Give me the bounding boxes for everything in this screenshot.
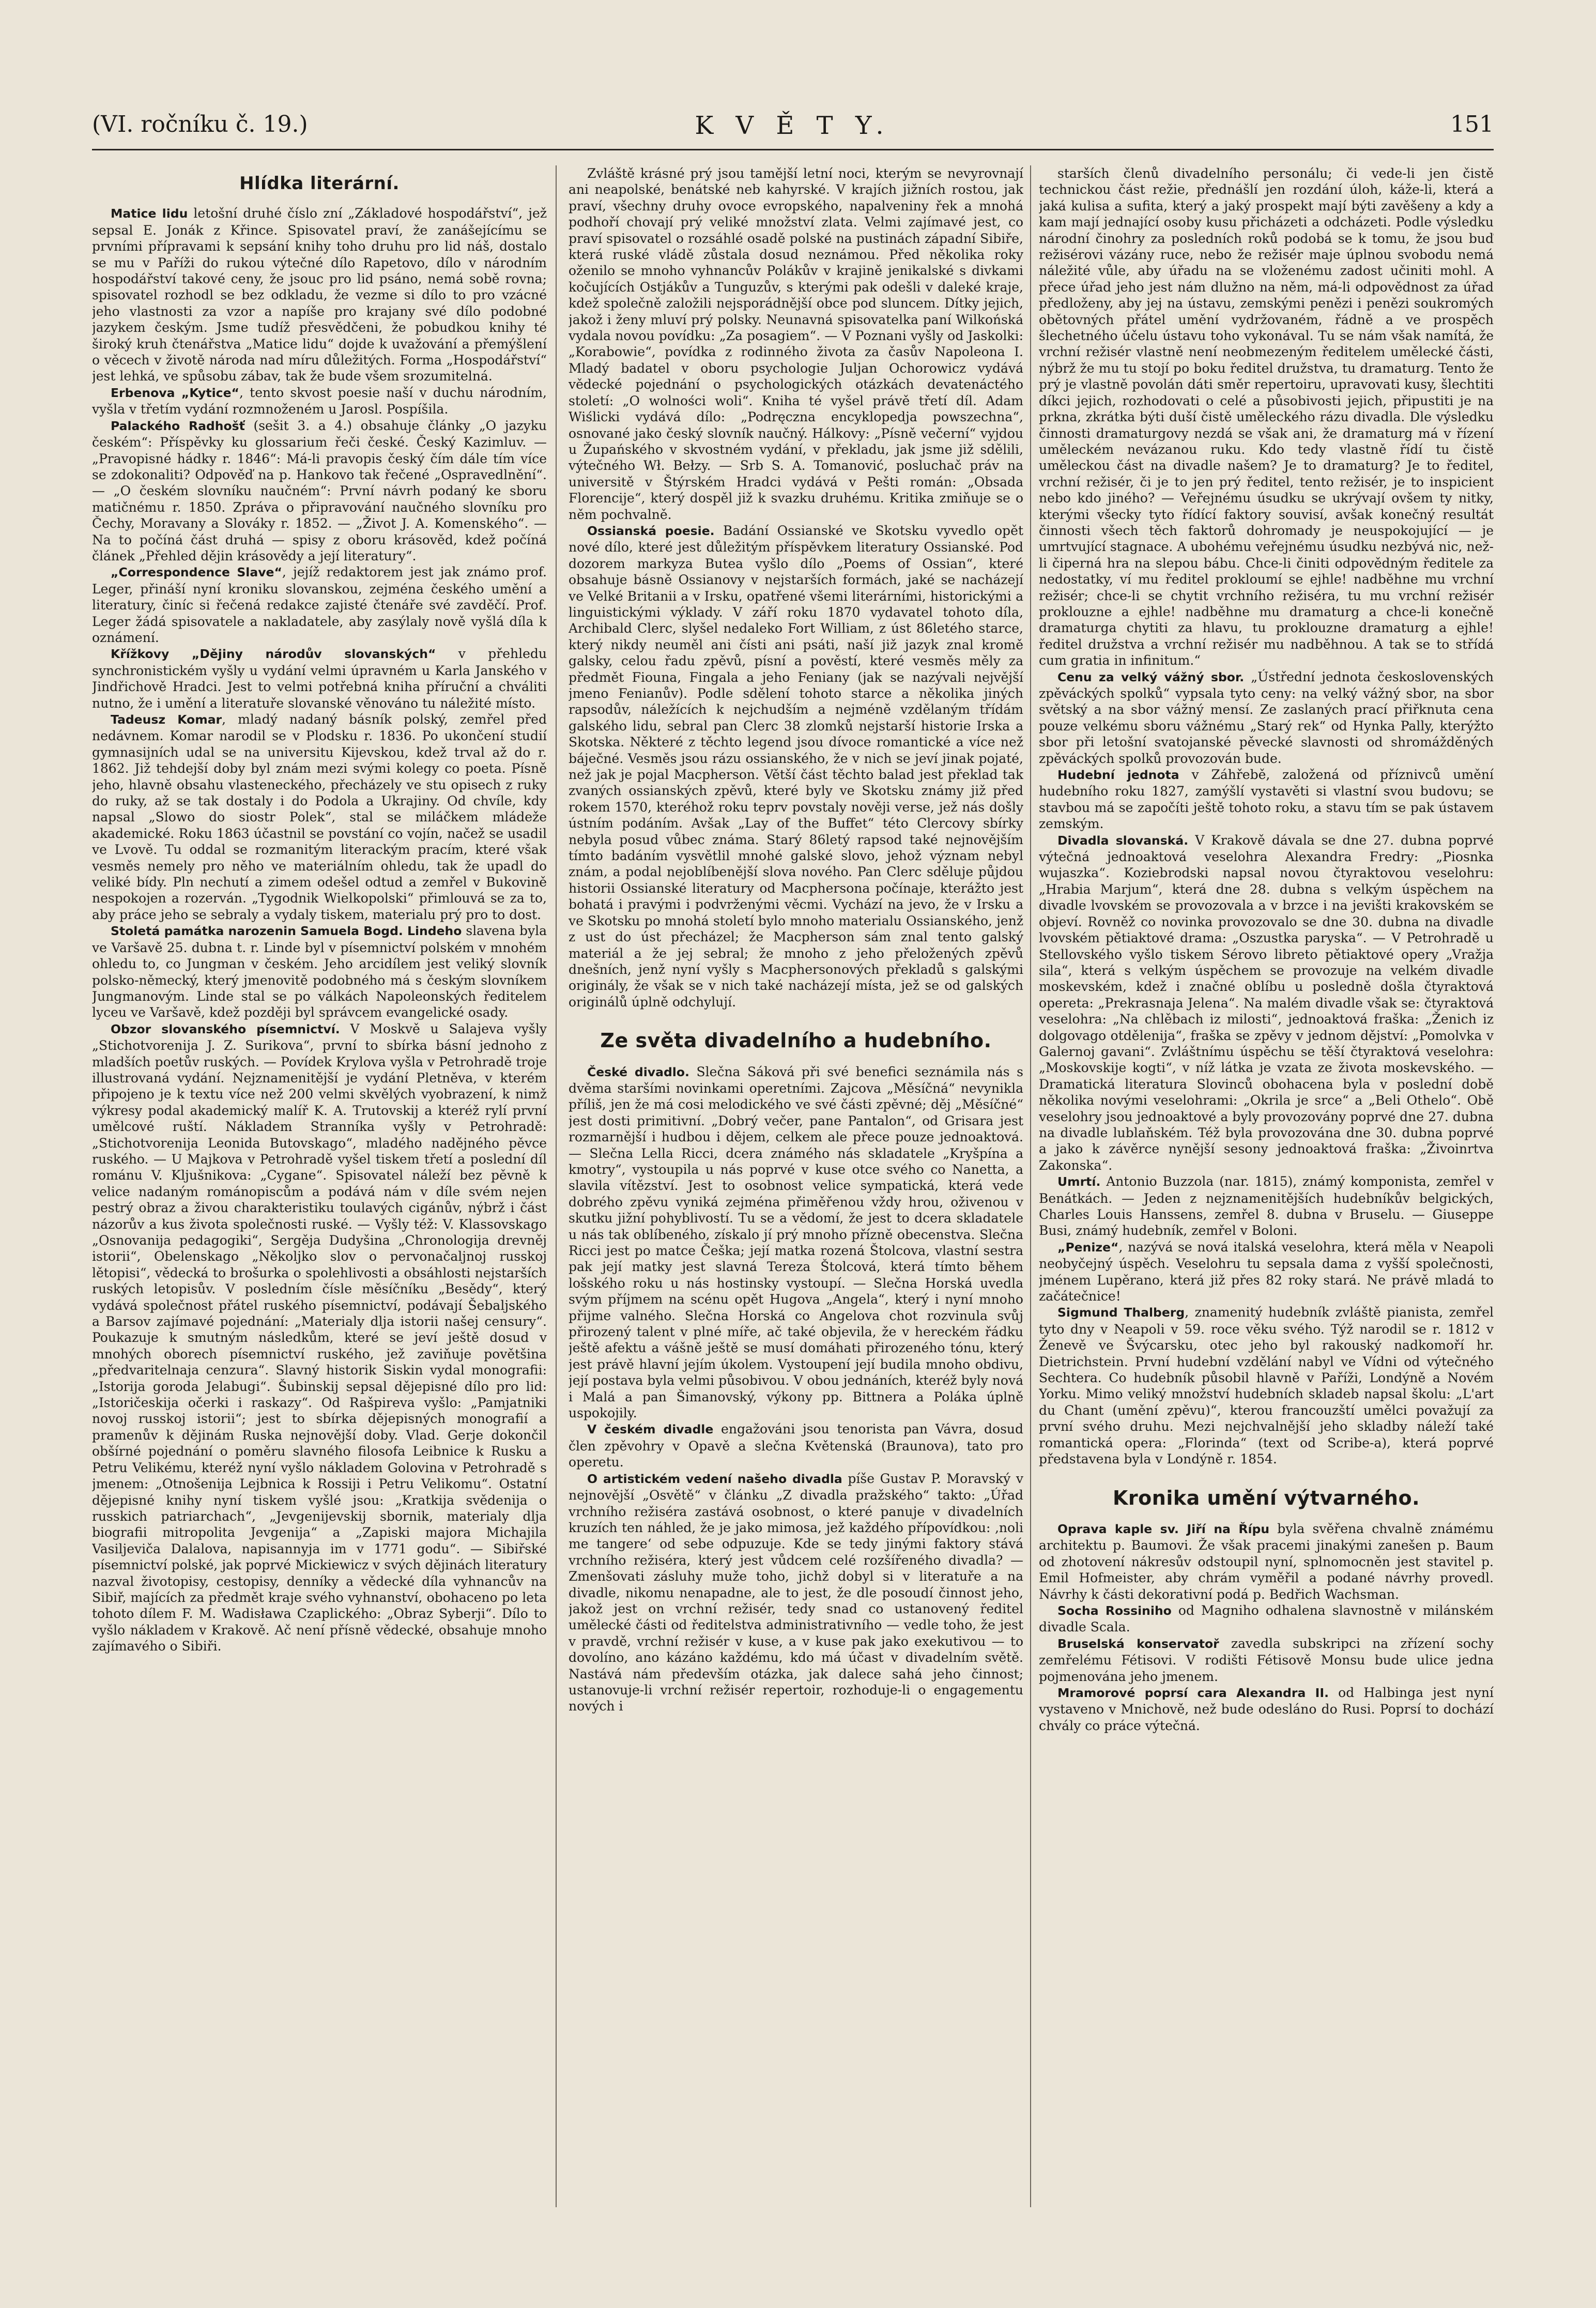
article-text: (sešit 3. a 4.) obsahuje články „O jazyku českém“: Příspěvky ku glossarium řeči české. Český Kazimluv. — „Pravopisné hádky r. 1846“: Má-li pravopis český čím dále tím více se zdokonaliti? Odpověď na p. Hankovo tak řečené „Ospravedlnění“. — „O českém slovníku naučném“: První návrh podaný ke sboru matičnému r. 1850. Zpráva o připravování naučného slovníku pro Čechy, Moravany a Slováky r. 1852. — „Život J. A. Komenského“. — Na to počíná část druhá — spisy z oboru krásověd, kdež počíná článek „Přehled dějin krásovědy a její literatury“. xyxy=(92,418,547,563)
article-lead: Cenu za velký vážný sbor. xyxy=(1057,669,1245,684)
article-text: od Halbinga jest nyní vystaveno v Mnichově, než bude odesláno do Rusi. Poprsí to dochází chvály co práce výtečná. xyxy=(1039,1685,1494,1733)
article-lead: České divadlo. xyxy=(587,1064,689,1079)
page-number: 151 xyxy=(1450,111,1494,137)
article-text: V Moskvě u Salajeva vyšly „Stichotvorenija J. Z. Surikova“, první to sbírka básní jednoho z mladších poetův ruských. — Povídek Krylova vyšla v Petrohradě troje illustrovaná vydání. Nejznamenitější je vydání Pletněva, v kterém připojeno je k textu více než 200 velmi skvělých vyobrazení, k nimž výkresy podal akademický malíř K. A. Trutovskij a kteréž rylí první umělcové ruští. Nákladem Stranníka vyšly v Petrohradě: „Stichotvorenija Leonida Butovskago“, mladého nadějného pěvce ruského. — U Majkova v Petrohradě vyšel tiskem třetí a poslední díl románu V. Kljušnikova: „Cygane“. Spisovatel náleží bez pěvně k velice nadaným románopiscům a podává nám v díle svém nejen pestrý obraz a živou charakteristiku toulavých cigánův, nýbrž i část názorův a kus života společnosti ruské. — Vyšly též: V. Klassovskago „Osnovanija pedagogiki“, Sergěja Dudyšina „Chronologija drevněj istorii“, Obelenskago „Několjko slov o pervonačaljnoj russkoj lětopisi“, vědecká to brošurka o spolehlivosti a obsáhlosti nejstarších ruských letopisův. V posledním čísle měsíčníku „Besědy“, který vydává společnost přátel ruského písemnictví, podávají Šebaljského a Barsov zajímavé pojednání: „Materialy dlja istorii našej censury“. Poukazuje k smutným následkům, které se jeví ještě dosud v mnohých oborech písemnictví ruského, jež zaviňuje povětšina „předvaritelnaja cenzura“. Slavný historik Siskin vydal monografii: „Istorija goroda Jelabugi“. Šubinskij sepsal dějepisné dílo pro lid: „Istoričeskija očerki i raskazy“. Od Rašpireva vyšlo: „Pamjatniki novoj russkoj istorii“; jest to sbírka dějepisných monografií a pramenův k dějinám Ruska nejnovější doby. Vlad. Gerje dokončil obšírné pojednání o poměru slavného filosofa Leibnice k Rusku a Petru Velikému, kteréž nyní vyšlo nákladem Golovina v Petrohradě s jmenem: „Otnošenija Lejbnica k Rossiji i Petru Velikomu“. Ostatní dějepisné knihy nyní tiskem vyšlé jsou: „Kratkija svědenija o russkich patriarchach“, „Jevgenijevskij sbornik, materialy dlja biografii mitropolita Jevgenija“ a „Zapiski majora Michajila Vasiljeviča Dalalova, napisannyja im v 1771 godu“. — Sibiřské písemnictví polské, jak poprvé Mickiewicz v svých dějinách literatury nazval životopisy, cestopisy, denníky a vědecké díla vyhnancův na Sibiř, majících za předmět kraje svého vyhnanství, obohaceno po leta tohoto dílem F. M. Wadisława Czaplického: „Obraz Syberji“. Dílo to vyšlo nákladem v Krakově. Ač není přísně vědecké, obsahuje mnoho zajímavého o Sibiři. xyxy=(92,1021,547,1654)
article-list xyxy=(569,1064,1023,1715)
column-divider xyxy=(556,165,557,2207)
column-3 xyxy=(1039,165,1494,2207)
article-paragraph xyxy=(1039,767,1494,832)
article-text: Zvláště krásné prý jsou tamější letní noci, kterým se nevyrovnají ani neapolské, benátské neb kahyrské. V krajích jižních rostou, jak praví, všechny druhy ovoce evropského, napalveniny řek a mnohá podhoří chovají prý veliké množství zlata. Velmi zajímavé jest, co praví spisovatel o rozsáhlé osadě polské na pustinách západní Sibiře, která ruské vládě zůstala dosud neznámou. Před několika roky oženilo se mnoho vyhnancův Polákův v krajině jenikalské s divkami kočujících Ostjákův a Tunguzův, s kterými pak odešli v daleké kraje, kdež společně založili nejsporádnější obce pod sluncem. Dítky jejich, jakož i ženy mluví prý polsky. Neunavná spisovatelka paní Wilkońská vydala novou povídku: „Za posagiem“. — V Poznani vyšly od Jaskolki: „Korabowie“, povídka z rodinného života za časův Napoleona I. Mladý badatel v oboru psychologie Juljan Ochorowicz vydává vědecké pojednání o psychologických otázkách devatenáctého století: „O wolności woli“. Kniha té vyšel právě třetí díl. Adam Wiślicki vydává dílo: „Podręczna encyklopedja powszechna“, osnované jako český slovník naučný. Hálkovy: „Písně večerní“ vyjdou u Župańského v skvostném vydání, v překladu, jak jsme již sdělili, výtečného Wł. Bełzy. — Srb S. A. Tomanović, posluchač práv na universitě v Štýrském Hradci vydává v Pešti román: „Obsada Florencije“, který dospěl již k svazku druhému. Kritika zmiňuje se o něm pochvalně. xyxy=(569,166,1023,522)
article-lead: Socha Rossiniho xyxy=(1057,1603,1172,1618)
article-text: Badání Ossianské ve Skotsku vyvedlo opět nové dílo, které jest důležitým příspěvkem literatury Ossianské. Pod dozorem markyza Butea vyšlo dílo „Poems of Ossian“, které obsahuje básně Ossianovy v nejstarších formách, jaké se nacházejí ve Velké Britanii a v Irsku, opatřené všemi literárními, historickými a linguistickými výklady. V září roku 1870 vydavatel tohoto díla, Archibald Clerc, slyšel nedaleko Fort William, z úst 86letého starce, který nikdy neuměl ani čísti ani psáti, naší již jazyk znal kromě galsky, celou řadu zpěvů, písní a pověstí, které vesměs měly za předmět Fiouna, Fingala a jeho Feniany (jak se nazývali nejvější jmeno Fenianův). Podle sdělení tohoto starce a několika jiných rapsodův, náležících k nejchudším a nejméně vzdělaným třídám galského lidu, sebral pan Clerc 38 zlomků nejstarší historie Irska a Skotska. Některé z těchto legend jsou dívoce romantické a více než báječné. Vesměs jsou rázu ossianského, že v nich se jeví jinak pojaté, než jak je pojal Macpherson. Větší část těchto balad jest překlad tak zvaných ossianských zpěvů, které byly ve Skotsku známy již před rokem 1570, kteréhož roku teprv povstaly nověji verse, jež nás došly ústním podáním. Avšak „Lay of the Buffet“ této Clercovy sbírky nebyla posud vůbec známa. Starý 86letý rapsod také nejnovějším tímto badáním vysvětlil mnohé galské slovo, jehož význam nebyl znám, a podal nejoblíbenější slova nového. Pan Clerc sděluje půjdou historii Ossianské literatury od Macphersona počínaje, kterážto jest bohatá i pravými i podvrženými věcmi. Vychází na jevo, že v Irsku a ve Skotsku po mnohá století bylo mnoho materialu Ossianského, jenž z ust do úst přecházel; že Macpherson sám znal tento galský materiál a že jej sebral; že mnoho z jeho přeložených zpěvů dnešních, jenž nyní vyšly s Macphersonových překladů s galskými originály, že však se v nich také nacházejí místa, jež se od galských originálů úplně odchylují. xyxy=(569,523,1023,1010)
article-paragraph xyxy=(92,418,547,564)
article-list xyxy=(1039,1521,1494,1734)
article-text: , nazývá se nová italská veselohra, která měla v Neapoli neobyčejný úspěch. Veselohru tu sepsala dama z vyšší společnosti, jménem Lupěrano, která již přes 82 roky stará. Ne právě mladá to začátečnice! xyxy=(1039,1239,1494,1304)
article-text: letošní druhé číslo zní „Základové hospodářství“, jež sepsal E. Jonák z Křince. Spisovatel praví, že zanášejícímu se prvními přípravami k sepsání knihy toho druhu pro lid náš, dostalo se mu v Paříži do rukou výtečné dílo Rapetovo, dílo v národním hospodářství takové ceny, že jsouc pro lid psáno, nemá sobě rovna; spisovatel rozhodl se bez odkladu, že vezme si dílo to pro vzácné jeho vlastnosti za vzor a napíše pro krajany své dílo podobné jazykem českým. Jsme tudíž přesvědčeni, že pobudkou knihy té široký kruh čtenářstva „Matice lidu“ dojde k uvažování a přemýšlení o věcech v životě národa nad míru důležitých. Forma „Hospodářství“ jest lehká, ve spůsobu zábav, tak že bude všem srozumitelná. xyxy=(92,206,547,384)
article-paragraph xyxy=(569,523,1023,1010)
header-rule xyxy=(92,149,1494,150)
article-lead: Divadla slovanská. xyxy=(1057,833,1189,848)
article-text: Slečna Sáková při své benefici seznámila nás s dvěma staršími novinkami operetními. Zajcova „Měsíčná“ nevynikla příliš, jen že má cosi melodického ve své části zpěvné; děj „Měsíčné“ jest dosti primitivní. „Dobrý večer, pane Pantalon“, od Grisara jest rozmarnější i hudbou i dějem, celkem ale přece pouze jednoaktová. — Slečna Lella Ricci, dcera známého nás skladatele „Kryšpína a kmotry“, vystoupila u nás poprvé v kuse otce svého co Nanetta, a slavila vítězství. Jest to osobnost velice sympatická, která vede dobrého zpěvu vyniká zejména přiměřenou vždy hrou, oživenou v skutku jižní pohyblivostí. Tu se a vědomí, že jest to dcera skladatele u nás tak oblíbeného, získalo jí prý mnoho přízně obecenstva. Slečna Ricci jest po matce Češka; její matka rozená Štolcova, vlastní sestra pak její matky jest slavná Tereza Štolcová, která tímto během lošského roku u nás hostinsky vystoupí. — Slečna Horská uvedla svým příjmem na scénu opět Hugova „Angela“, který i nyní mnoho přijme valného. Slečna Horská co Angelova chot rozvinula svůj přirozený talent v plné míře, ač také objevila, že v hereckém řádku ještě afektu a vášně ještě se musí domáhati přirozeného tónu, který jest právě hlavní jejím úkolem. Vystoupení její budila mnoho obdivu, její postava byla velmi působivou. V obou jednáních, kteréž byly nová i Malá a pan Šimanovský, výkony pp. Bittnera a Poláka úplně uspokojily. xyxy=(569,1064,1023,1421)
column-divider xyxy=(1030,165,1031,2207)
running-header xyxy=(92,111,1494,142)
article-lead: Mramorové poprsí cara Alexandra II. xyxy=(1057,1685,1329,1700)
article-lead: Umrtí. xyxy=(1057,1174,1101,1189)
article-text: , mladý nadaný básník polský, zemřel před nedávnem. Komar narodil se v Plodsku r. 1836. Po ukončení studií gymnasijních udal se na universitu Kijevskou, kdež trval až do r. 1862. Již tehdejší doby byl znám mezi svými kolegy co poeta. Písně jeho, hlavně obsahu vlasteneckého, přecházely ve stu opisech z ruky do ruky, až se tak dostaly i do Podola a Ukrajiny. Od chvíle, kdy napsal „Slowo do siostr Polek“, stal se miláčkem mládeže akademické. Roku 1863 účastnil se povstání co vojín, načež se usadil ve Lvově. Tu oddal se rozmanitým literackým pracím, které však vesměs nemely pro něho ve materiálním ohledu, tak že upadl do veliké bídy. Pln nechutí a zimem odešel odtud a zemřel v Bukovině nespokojen a rozerván. „Tygodnik Wielkopolski“ přimlouvá se za to, aby práce jeho se sebraly a vydaly tiskem, materialu prý pro to dost. xyxy=(92,712,547,922)
article-paragraph xyxy=(569,165,1023,523)
article-paragraph xyxy=(1039,1304,1494,1467)
article-text: starších členů divadelního personálu; či vede-li jen čistě technickou část režie, přednášlí jen rozdání úloh, káže-li, která a jaká kulisa a sufita, který a jaký prospekt mají býti zavěšeny a kdy a kam mají jednající osoby kusu přicházeti a odcházeti. Podle výsledku národní činohry za posledních roků podobá se k tomu, že jsou buď režisérovi vázány ruce, nebo že režisér maje úplnou svobodu nemá náležité vůle, aby úřadu na se vloženému zadost učiniti mohl. A přece úřad jeho jest nám dlužno na něm, má-li odpovědnost za úřad předloženy, aby jej na ústavu, zemskými penězi i penězi soukromých obětovných přátel umění vydržovaném, řádně a ve prospěch šlechetného účelu ústavu toho vykonával. Tu se nám však namítá, že vrchní režisér vlastně není neobmezeným ředitelem umělecké části, nýbrž že mu tu stojí po boku ředitel družstva, tu dramaturg. Tento že prý je vlastně povolán dáti směr repertoiru, upravovati kusy, šlechtiti díkci jejich, rozhodovati o celé a působivosti jejich, připustiti je na prkna, zkrátka býti duší čistě uměleckého rázu divadla. Dle výsledku činnosti dramaturgovy nezdá se však ani, že dramaturg má v řízení uměleckém nevázanou ruku. Kdo tedy vlastně řídí tu čistě uměleckou část na divadle našem? Je to dramaturg? Je to ředitel, vrchní režisér, či je to jen prý ředitel, tento režisér, je to inspicient nebo kdo jiného? — Veřejnému úsudku se ukrývají ovšem ty nitky, kterými všecky tyto řídící faktory souvisí, avšak konečný resultát činnosti všech těch faktorů dohromady je neuspokojující — je umrtvující stagnace. A ubohému veřejnému úsudku nezbývá nic, než-li čiperná hra na slepou bábu. Chce-li činiti odpovědným ředitele za nedostatky, ví mu ředitel prokloumí se ejhle! nadběhne mu vrchní režisér; chce-li se chytit vrchního režiséra, tu mu vrchní režisér proklouzne a ejhle! nadběhne mu dramaturg a chce-li konečně dramaturga chytiti za hlavu, tu proklouzne dramaturg a ejhle! ředitel družstva a vrchní režisér mu nadběhnou. A tak se to střídá cum gratia in infinitum.“ xyxy=(1039,166,1494,668)
article-lead: Obzor slovanského písemnictví. xyxy=(111,1021,340,1036)
article-list xyxy=(569,165,1023,1010)
section-heading-theatre: Ze světa divadelního a hudebního. xyxy=(600,1029,992,1052)
section-heading-art: Kronika umění výtvarného. xyxy=(1112,1486,1420,1509)
article-lead: „Penize“ xyxy=(1057,1240,1119,1255)
article-paragraph xyxy=(1039,1602,1494,1636)
article-paragraph xyxy=(92,923,547,1020)
article-list xyxy=(92,205,547,1654)
article-paragraph xyxy=(92,205,547,384)
article-paragraph xyxy=(1039,1636,1494,1685)
article-lead: Křížkovy „Dějiny národův slovanských“ xyxy=(111,647,436,662)
column-2 xyxy=(569,165,1023,2207)
article-paragraph xyxy=(569,1064,1023,1422)
article-paragraph xyxy=(92,711,547,923)
article-text: zavedla subskripci na zřízení sochy zemřelému Fétisovi. V rodišti Fétisově Monsu bude ulice jedna pojmenována jeho jmenem. xyxy=(1039,1636,1494,1684)
article-lead: Tadeusz Komar xyxy=(111,712,222,727)
article-text: Antonio Buzzola (nar. 1815), známý komponista, zemřel v Benátkách. — Jeden z nejznamenitějších hudebníkův belgických, Charles Louis Hanssens, zemřel 8. dubna v Bruselu. — Giuseppe Busi, známý hudebník, zemřel v Boloni. xyxy=(1039,1174,1494,1239)
article-text: v Záhřebě, založená od příznivců umění hudebního roku 1827, zamýšlí vystavěti si vlastní svou budovu; se stavbou má se započíti ještě tohoto roku, a stavu tím se pak ústavem zemským. xyxy=(1039,767,1494,832)
article-lead: Bruselská konservatoř xyxy=(1057,1636,1219,1651)
article-lead: Matice lidu xyxy=(111,206,188,221)
section-heading-literary: Hlídka literární. xyxy=(239,173,400,194)
article-lead: Ossianská poesie. xyxy=(587,523,715,538)
article-paragraph xyxy=(1039,832,1494,1174)
article-text: , jejíž redaktorem jest jak známo prof. Leger, přináší nyní kroniku slovanskou, zejména českého umění a literatury, činíc si řečená redakce zajisté čtenáře své zavděčí. Prof. Leger žádá spisovatele a nakladatele, aby zasýlaly nově vyšlá díla k oznámení. xyxy=(92,564,547,645)
article-text: , tento skvost poesie naší v duchu národním, vyšla v třetím vydání rozmnoženém u Jarosl. Pospíšila. xyxy=(92,385,547,417)
article-paragraph xyxy=(1039,669,1494,767)
article-paragraph xyxy=(1039,1521,1494,1602)
article-paragraph xyxy=(1039,1173,1494,1239)
article-paragraph xyxy=(1039,1685,1494,1734)
article-paragraph xyxy=(569,1471,1023,1715)
article-text: od Magniho odhalena slavnostně v milánském divadle Scala. xyxy=(1039,1602,1494,1635)
article-lead: O artistickém vedení našeho divadla xyxy=(587,1471,842,1486)
article-lead: V českém divadle xyxy=(587,1422,714,1437)
article-paragraph xyxy=(92,1021,547,1655)
article-lead: Palackého Radhošť xyxy=(111,418,245,433)
article-lead: Sigmund Thalberg xyxy=(1057,1305,1185,1320)
article-paragraph xyxy=(569,1421,1023,1470)
article-paragraph xyxy=(1039,165,1494,669)
article-text: v přehledu synchronistickém vyšly u vydání velmi úpravném u Karla Janského v Jindřichově Hradci. Jest to velmi potřebná kniha příruční a chváliti nutno, že i umění a literatuře slovanské věnováno tu náležité místo. xyxy=(92,646,547,711)
article-text: engažováni jsou tenorista pan Vávra, dosud člen zpěvohry v Opavě a slečna Květenská (Braunova), tato pro operetu. xyxy=(569,1422,1023,1470)
article-text: „Ústřední jednota československých zpěváckých spolků“ vypsala tyto ceny: na velký vážný sbor, na sbor světský a na sbor vážný mensí. Ze zaslaných prací přiřknuta cena pouze velkému sboru vážnému „Starý rek“ od Hynka Pally, kterýžto sbor při letošní svatojanské pěvecké slavnosti od shromážděných zpěváckých spolků provozován bude. xyxy=(1039,669,1494,766)
article-lead: „Correspondence Slave“ xyxy=(111,565,282,580)
article-lead: Hudební jednota xyxy=(1057,768,1179,783)
article-paragraph xyxy=(92,646,547,711)
article-lead: Oprava kaple sv. Jiří na Řípu xyxy=(1057,1521,1270,1536)
article-text: píše Gustav P. Moravský v nejnovější „Osvětě“ v článku „Z divadla pražského“ takto: „Úřad vrchního režiséra zastává osobnost, o které panuje v divadelních kruzích ten náhled, že je jako mimosa, jež každého přípovídkou: ‚noli me tangere‘ od sebe odpuzuje. Kde se tedy jinými faktory stává vrchního režiséra, který jest vůdcem celé rozšířeného divadla? — Zmenšovati zásluhy muže toho, jichž dobyl si v literatuře a na divadle, nikomu nenapadne, ale to jest, že dle posoudí činnost jeho, jakož jest on vrchní režisér, tedy snad co ustanovený ředitel umělecké části od ředitelstva administrativního — vedle toho, že jest v pravdě, vrchní režisér v kuse, a v kuse pak jako exekutivou — to dovolíno, ano kázáno každému, kdo má účast v divadelním světě. Nastává nám především otázka, jak dalece sahá jeho činnost; ustanovuje-li vrchní režisér repertoir, rozhoduje-li o engagementu nových i xyxy=(569,1471,1023,1714)
article-text: byla svěřena chvalně známému architektu p. Baumovi. Že však pracemi jinakými zanešen p. Baum od zhotovení nákresův odstoupil nyní, splnomocněn jest stavitel p. Emil Hofmeister, aby chrám vyměřil a podané návrhy provedl. Návrhy k části dekorativní podá p. Bedřich Wachsman. xyxy=(1039,1521,1494,1602)
article-text: , znamenitý hudebník zvláště pianista, zemřel tyto dny v Neapoli v 59. roce věku svého. Týž narodil se r. 1812 v Ženevě ve Švýcarsku, otec jeho byl rakouský nadkomoří hr. Dietrichstein. První hudební vzdělání nabyl ve Vídni od výtečného Sechtera. Co hudebník působil hlavně v Paříži, Londýně a Novém Yorku. Mimo veliký množství hudebních skladeb napsal školu: „L'art du Chant (umění zpěvu)“, kterou francouzští umělci považují za první svého druhu. Mezi nejchvalnější jeho skladby náleží také romantická opera: „Florinda“ (text od Scribe-a), která poprvé představena byla v Londýně r. 1854. xyxy=(1039,1305,1494,1467)
article-lead: Erbenova „Kytice“ xyxy=(111,385,239,400)
article-list xyxy=(1039,165,1494,1468)
article-paragraph xyxy=(92,385,547,418)
column-1 xyxy=(92,165,547,2207)
article-paragraph xyxy=(1039,1239,1494,1305)
article-lead: Stoletá památka narozenin Samuela Bogd. Lindeho xyxy=(111,924,462,939)
article-text: slavena byla ve Varšavě 25. dubna t. r. Linde byl v písemnictví polském v mnohém ohledu to, co Jungman v českém. Jeho arcidílem jest veliký slovník polsko-německý, který jmenovitě podobného má s českým slovníkem Jungmanovým. Linde stal se po válkách Napoleonských ředitelem lyceu ve Varšavě, kdež později byl správcem evangelické osady. xyxy=(92,923,547,1020)
article-paragraph xyxy=(92,564,547,646)
journal-title: K V Ě T Y. xyxy=(695,111,891,140)
article-text: V Krakově dávala se dne 27. dubna poprvé výtečná jednoaktová veselohra Alexandra Fredry: „Piosnka wujaszka“. Koziebrodski napsal novou čtyraktovou veselohru: „Hrabia Marjum“, která dne 28. dubna s velkým úspěchem na divadle lvovském se provozovala a v brzce i na jevišti krakovském se objeví. Rovněž co novinka provozovalo se dne 30. dubna na divadle lvovském pětiaktové drama: „Oszustka paryska“. — V Petrohradě u Stellovského vyšlo tiskem Sérovo libreto pětiaktové opery „Vražja sila“, která s velkým úspěchem se provozuje na velkém divadle moskevském, kdež i značné oblíbu u posledně došla čtyraktová opereta: „Prekrasnaja Jelena“. Na malém divadle však se: čtyraktová veselohra: „Na chlěbach iz milosti“, jednoaktová fraška: „Ženich iz dolgovago otdělenija“, fraška se zpěvy v jednom dějství: „Pomolvka v Galernoj gavani“. Zvláštnímu úspěchu se těší čtyraktová veselohra: „Moskovskije kogti“, v níž látka je vzata ze života moskevského. — Dramatická literatura Slovinců obohacena byla v poslední době několika novými veselohrami: „Okrila je srce“ a „Beli Othelo“. Obě veselohry jsou jednoaktové a byly provozovány poprvé dne 27. dubna na divadle lublaňském. Též byla provozována dne 30. dubna poprvé a jako k závěrce nynější sesony jednoaktová fraška: „Živoinrtva Zakonska“. xyxy=(1039,832,1494,1173)
issue-label: (VI. ročníku č. 19.) xyxy=(92,111,308,137)
